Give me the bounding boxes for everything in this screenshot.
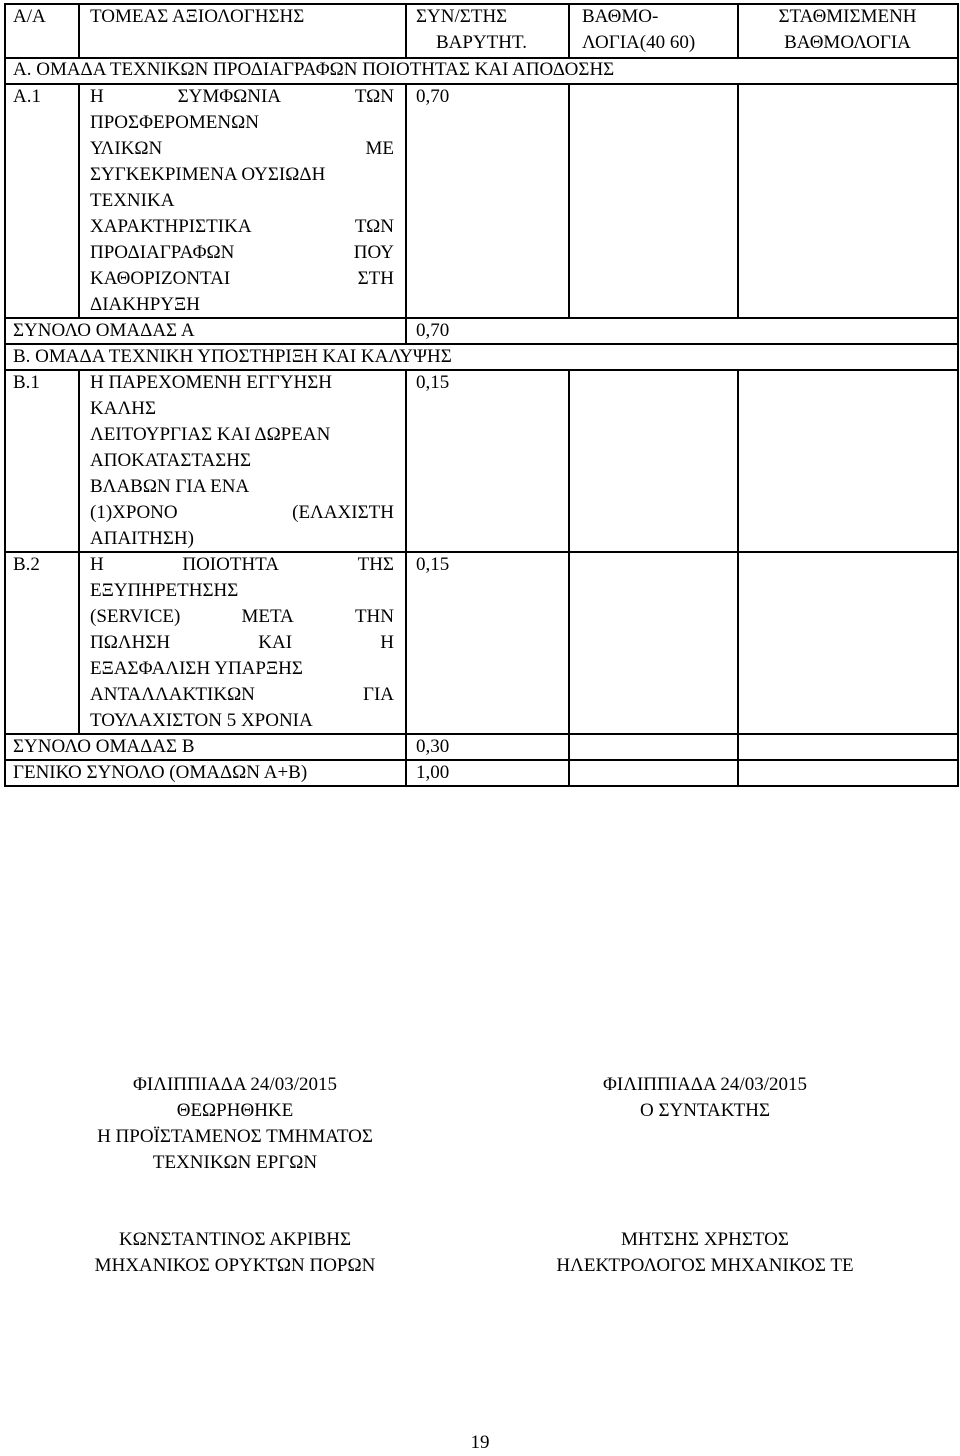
description-line [90,604,394,630]
column-divider [405,83,407,345]
description-word: ΣΥΓΚΕΚΡΙΜΕΝΑ ΟΥΣΙΩΔΗ [90,164,326,185]
description-word: ΠΡΟΔΙΑΓΡΑΦΩΝ [90,242,235,263]
group-a-total-label: ΣΥΝΟΛΟ ΟΜΑΔΑΣ Α [13,320,195,341]
description-line [90,162,325,188]
description-word: (SERVICE) [90,606,181,627]
column-divider [568,3,570,59]
description-line [90,396,156,422]
description-word: ΔΙΑΚΗΡΥΞΗ [90,294,200,315]
description-line [90,500,394,526]
description-word: (1)ΧΡΟΝΟ [90,502,178,523]
right-signer-title: ΗΛΕΚΤΡΟΛΟΓΟΣ ΜΗΧΑΝΙΚΟΣ ΤΕ [556,1255,854,1276]
description-word: ΑΠΟΚΑΤΑΣΤΑΣΗΣ [90,450,252,471]
description-line [90,136,394,162]
header-weighted-line1: ΣΤΑΘΜΙΣΜΕΝΗ [778,6,917,27]
description-line [90,656,303,682]
item-b2-weight: 0,15 [416,554,450,575]
group-a-title: Α. ΟΜΑΔΑ ΤΕΧΝΙΚΩΝ ΠΡΟΔΙΑΓΡΑΦΩΝ ΠΟΙΟΤΗΤΑΣ ΚΑΙ ΑΠΟΔΟΣΗΣ [13,59,615,80]
item-a1-id: Α.1 [13,86,41,107]
description-word: Η [380,632,394,653]
column-divider [405,369,407,787]
right-role: Ο ΣΥΝΤΑΚΤΗΣ [639,1100,771,1121]
description-line [90,84,394,110]
description-line [90,240,394,266]
right-signer-name: ΜΗΤΣΗΣ ΧΡΗΣΤΟΣ [621,1229,789,1250]
item-b1-weight: 0,15 [416,372,450,393]
column-divider [737,83,739,319]
description-word: ΕΞΥΠΗΡΕΤΗΣΗΣ [90,580,239,601]
description-word: ΕΞΑΣΦΑΛΙΣΗ ΥΠΑΡΞΗΣ [90,658,303,679]
item-b1-id: Β.1 [13,372,40,393]
description-word: ΚΑΙ [258,632,293,653]
group-b-total-label: ΣΥΝΟΛΟ ΟΜΑΔΑΣ Β [13,736,195,757]
item-b2-id: Β.2 [13,554,40,575]
description-line [90,578,238,604]
description-word: ΠΟΙΟΤΗΤΑ [182,554,279,575]
description-word: ΤΩΝ [354,86,394,107]
description-line [90,552,394,578]
description-line [90,266,394,292]
column-divider [568,83,570,319]
description-line [90,448,251,474]
column-divider [737,369,739,787]
description-line [90,474,249,500]
description-line [90,630,394,656]
header-score-line1: ΒΑΘΜΟ- [582,6,659,27]
description-word: ΤΩΝ [354,216,394,237]
left-signer-title: ΜΗΧΑΝΙΚΟΣ ΟΡΥΚΤΩΝ ΠΟΡΩΝ [94,1255,376,1276]
header-aa: Α/Α [13,6,46,27]
description-word: Η [90,554,104,575]
left-place-date: ΦΙΛΙΠΠΙΑΔΑ 24/03/2015 [132,1074,337,1095]
description-word: ΤΕΧΝΙΚΑ [90,190,175,211]
description-word: ΧΑΡΑΚΤΗΡΙΣΤΙΚΑ [90,216,252,237]
header-sector: ΤΟΜΕΑΣ ΑΞΙΟΛΟΓΗΣΗΣ [90,6,305,27]
right-place-date: ΦΙΛΙΠΠΙΑΔΑ 24/03/2015 [602,1074,807,1095]
group-b-total-value: 0,30 [416,736,450,757]
description-word: ΣΥΜΦΩΝΙΑ [177,86,282,107]
header-weight-line2: ΒΑΡΥΤΗΤ. [436,32,527,53]
description-line [90,708,313,734]
description-word: ΛΕΙΤΟΥΡΓΙΑΣ ΚΑΙ ΔΩΡΕΑΝ [90,424,331,445]
left-status: ΘΕΩΡΗΘΗΚΕ [176,1100,294,1121]
description-line [90,370,332,396]
description-line [90,188,174,214]
header-weight-line1: ΣΥΝ/ΣΤΗΣ [416,6,508,27]
item-a1-weight: 0,70 [416,86,450,107]
grand-total-value: 1,00 [416,762,450,783]
description-word: ΑΝΤΑΛΛΑΚΤΙΚΩΝ [90,684,255,705]
left-signer-name: ΚΩΝΣΤΑΝΤΙΝΟΣ ΑΚΡΙΒΗΣ [118,1229,352,1250]
description-word: ΣΤΗ [357,268,394,289]
description-word: ΚΑΛΗΣ [90,398,156,419]
description-word: ΠΡΟΣΦΕΡΟΜΕΝΩΝ [90,112,259,133]
description-word: ΑΠΑΙΤΗΣΗ) [90,528,194,549]
description-word: ΒΛΑΒΩΝ ΓΙΑ ΕΝΑ [90,476,250,497]
grand-total-label: ΓΕΝΙΚΟ ΣΥΝΟΛΟ (ΟΜΑΔΩΝ Α+Β) [13,762,308,783]
description-word: Η ΠΑΡΕΧΟΜΕΝΗ ΕΓΓΥΗΣΗ [90,372,333,393]
description-line [90,682,394,708]
description-word: (ΕΛΑΧΙΣΤΗ [292,502,394,523]
column-divider [78,369,80,735]
description-word: ΜΕ [365,138,394,159]
description-line [90,526,194,552]
description-word: ΓΙΑ [362,684,394,705]
table-border-right [957,3,959,787]
description-line [90,214,394,240]
column-divider [568,369,570,787]
header-score-line2: ΛΟΓΙΑ(40 60) [582,32,696,53]
description-word: ΤΟΥΛΑΧΙΣΤΟΝ 5 ΧΡΟΝΙΑ [90,710,313,731]
description-word: Η [90,86,104,107]
column-divider [78,83,80,319]
description-word: ΠΩΛΗΣΗ [90,632,171,653]
description-line [90,292,200,318]
left-role-line1: Η ΠΡΟΪΣΤΑΜΕΝΟΣ ΤΜΗΜΑΤΟΣ [97,1126,373,1147]
column-divider [405,3,407,59]
description-word: ΜΕΤΑ [241,606,294,627]
description-word: ΥΛΙΚΩΝ [90,138,163,159]
table-border-left [4,3,6,787]
group-b-title: Β. ΟΜΑΔΑ ΤΕΧΝΙΚΗ ΥΠΟΣΤΗΡΙΞΗ ΚΑΙ ΚΑΛΥΨΗΣ [13,346,452,367]
page-number: 19 [470,1432,490,1453]
description-word: ΠΟΥ [353,242,394,263]
description-line [90,422,330,448]
column-divider [78,3,80,59]
description-line [90,110,259,136]
description-word: ΚΑΘΟΡΙΖΟΝΤΑΙ [90,268,231,289]
left-role-line2: ΤΕΧΝΙΚΩΝ ΕΡΓΩΝ [152,1152,318,1173]
description-word: ΤΗΝ [354,606,394,627]
description-word: ΤΗΣ [357,554,394,575]
group-a-total-value: 0,70 [416,320,450,341]
header-weighted-line2: ΒΑΘΜΟΛΟΓΙΑ [784,32,911,53]
